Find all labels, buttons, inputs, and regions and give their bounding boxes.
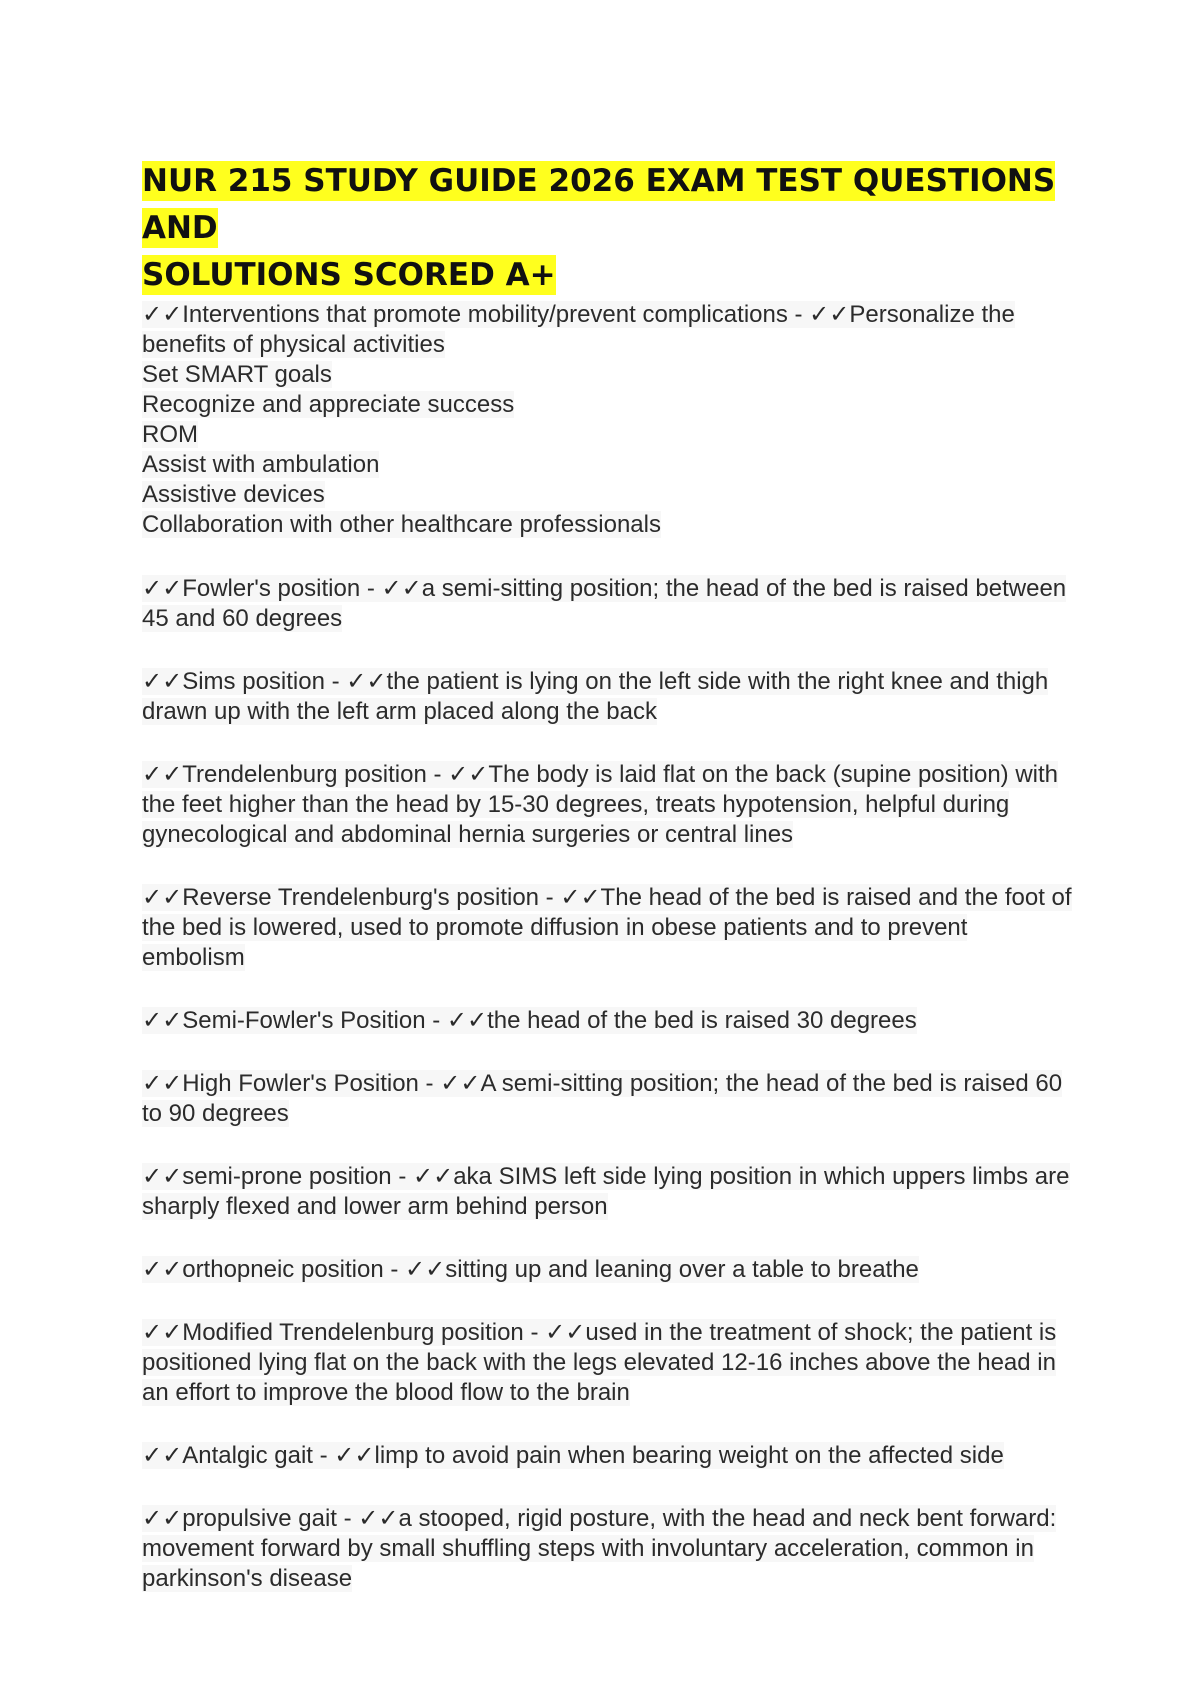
qa-entry-text: ✓✓Reverse Trendelenburg's position - ✓✓The head of the bed is raised and the foot of [142,884,1072,911]
qa-entry-line [142,820,1072,850]
qa-entry-line [142,1255,1072,1285]
qa-entry-line [142,1069,1072,1099]
qa-entry-text: ROM [142,421,198,448]
qa-entry-line [142,883,1072,913]
qa-entry-text: Assistive devices [142,481,325,508]
qa-entry-text: the feet higher than the head by 15-30 degrees, treats hypotension, helpful during [142,791,1010,818]
qa-entry-line [142,1441,1072,1471]
qa-entry-text: ✓✓Sims position - ✓✓the patient is lying on the left side with the right knee and thigh [142,668,1049,695]
qa-entry-line [142,480,1072,510]
qa-entry-line [142,604,1072,634]
qa-entry-line [142,1099,1072,1129]
qa-entry [142,1504,1072,1594]
qa-entry-text: ✓✓Fowler's position - ✓✓a semi-sitting position; the head of the bed is raised between [142,575,1067,602]
qa-entry-text: to 90 degrees [142,1100,289,1127]
qa-entry-text: ✓✓Interventions that promote mobility/prevent complications - ✓✓Personalize the [142,301,1015,328]
qa-entry-line [142,667,1072,697]
qa-entry-text: the bed is lowered, used to promote diffusion in obese patients and to prevent embolism [142,914,968,971]
qa-entry-line [142,913,1072,973]
qa-entry-line [142,300,1072,330]
qa-entry [142,760,1072,850]
qa-entry-line [142,1504,1072,1534]
qa-entry-text: gynecological and abdominal hernia surgeries or central lines [142,821,794,848]
qa-entry-text: Collaboration with other healthcare professionals [142,511,661,538]
qa-entry-text: movement forward by small shuffling steps with involuntary acceleration, common in [142,1535,1034,1562]
qa-entry-line [142,1006,1072,1036]
qa-entry-line [142,420,1072,450]
document-content [142,158,1072,1627]
qa-entry [142,1162,1072,1222]
qa-entry [142,1441,1072,1471]
qa-entry-text: positioned lying flat on the back with the legs elevated 12-16 inches above the head in [142,1349,1056,1376]
qa-entry-line [142,790,1072,820]
qa-entry-text: drawn up with the left arm placed along the back [142,698,657,725]
title-line-1: NUR 215 STUDY GUIDE 2026 EXAM TEST QUESTIONS AND [142,163,1056,246]
qa-entry-text: ✓✓Antalgic gait - ✓✓limp to avoid pain when bearing weight on the affected side [142,1442,1004,1469]
page-title [142,158,1072,299]
qa-entry-text: sharply flexed and lower arm behind person [142,1193,608,1220]
qa-entry-text: benefits of physical activities [142,331,445,358]
qa-entry-line [142,1192,1072,1222]
qa-entry-line [142,1348,1072,1378]
qa-entry [142,1255,1072,1285]
qa-entry-text: ✓✓orthopneic position - ✓✓sitting up and leaning over a table to breathe [142,1256,919,1283]
qa-entry [142,574,1072,634]
qa-entry-line [142,574,1072,604]
qa-entry-text: 45 and 60 degrees [142,605,343,632]
qa-entry-line [142,1534,1072,1564]
qa-entry [142,300,1072,540]
qa-entry-text: an effort to improve the blood flow to the brain [142,1379,630,1406]
qa-entry-text: Assist with ambulation [142,451,380,478]
qa-entry-text: Set SMART goals [142,361,332,388]
qa-entry-text: Recognize and appreciate success [142,391,515,418]
qa-entry [142,1069,1072,1129]
qa-entry-line [142,1378,1072,1408]
qa-entry-line [142,330,1072,360]
qa-entry [142,1006,1072,1036]
qa-entry-line [142,390,1072,420]
qa-entry-line [142,1564,1072,1594]
qa-entry-text: ✓✓Modified Trendelenburg position - ✓✓used in the treatment of shock; the patient is [142,1319,1057,1346]
qa-entry-line [142,760,1072,790]
qa-entry-text: ✓✓semi-prone position - ✓✓aka SIMS left side lying position in which uppers limbs are [142,1163,1070,1190]
qa-entry-line [142,1318,1072,1348]
qa-entry [142,667,1072,727]
qa-entry-text: parkinson's disease [142,1565,353,1592]
qa-entry-text: ✓✓propulsive gait - ✓✓a stooped, rigid posture, with the head and neck bent forward: [142,1505,1057,1532]
qa-entry-text: ✓✓Semi-Fowler's Position - ✓✓the head of the bed is raised 30 degrees [142,1007,917,1034]
title-line-2: SOLUTIONS SCORED A+ [142,257,556,293]
qa-entry-line [142,450,1072,480]
qa-entry [142,883,1072,973]
qa-entry [142,1318,1072,1408]
qa-entry-line [142,360,1072,390]
qa-entry-line [142,510,1072,540]
qa-entry-line [142,1162,1072,1192]
qa-entry-line [142,697,1072,727]
qa-entries [142,300,1072,1594]
qa-entry-text: ✓✓Trendelenburg position - ✓✓The body is laid flat on the back (supine position) with [142,761,1059,788]
qa-entry-text: ✓✓High Fowler's Position - ✓✓A semi-sitting position; the head of the bed is raised 60 [142,1070,1063,1097]
